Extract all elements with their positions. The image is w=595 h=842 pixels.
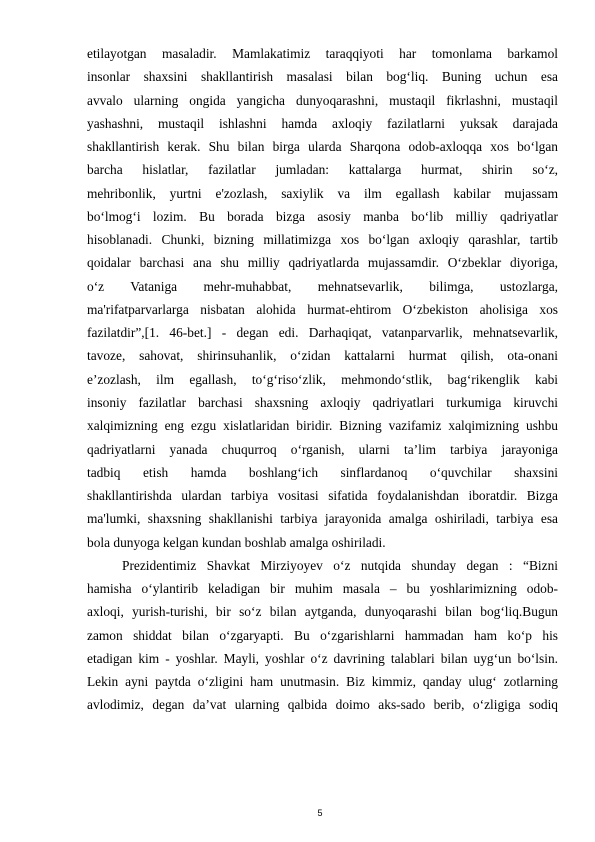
text-line: axloqi, yurish-turishi, bir so‘z bilan aytganda, dunyoqarashi bilan bog‘liq.Bugun [87,604,558,620]
text-line: e’zozlash, ilm egallash, to‘g‘riso‘zlik, mehmondo‘stlik, bag‘rikenglik kabi [87,371,558,387]
paragraph-last-line: bola dunyoga kelgan kundan boshlab amalga oshiriladi. [87,534,386,550]
text-line: bo‘lmog‘i lozim. Bu borada bizga asosiy manba bo‘lib milliy qadriyatlar [87,208,558,224]
text-line: insoniy fazilatlar barchasi shaxsning axloqiy qadriyatlari turkumiga kiruvchi [87,394,558,410]
text-line: o‘z Vataniga mehr-muhabbat, mehnatsevarlik, bilimga, ustozlarga, [87,278,558,294]
text-line: tavoze, sahovat, shirinsuhanlik, o‘zidan kattalarni hurmat qilish, ota-onani [87,348,558,364]
text-line: xalqimizning eng ezgu xislatlaridan biridir. Bizning vazifamiz xalqimizning ushbu [87,418,558,434]
page-number: 5 [317,808,323,818]
text-line: insonlar shaxsini shakllantirish masalasi bilan bog‘liq. Buning uchun esa [87,69,558,85]
text-line: fazilatdir”,[1. 46-bet.] - degan edi. Darhaqiqat, vatanparvarlik, mehnatsevarlik, [87,325,558,341]
text-line: qadriyatlarni yanada chuqurroq o‘rganish, ularni ta’lim tarbiya jarayoniga [87,441,558,457]
text-line: etadigan kim - yoshlar. Mayli, yoshlar o‘z davrining talablari bilan uyg‘un bo‘lsin. [87,650,558,666]
text-line: ma'rifatparvarlarga nisbatan alohida hurmat-ehtirom O‘zbekiston aholisiga xos [87,301,558,317]
text-line: qoidalar barchasi ana shu milliy qadriyatlarda mujassamdir. O‘zbeklar diyoriga, [87,255,558,271]
text-line: avvalo ularning ongida yangicha dunyoqarashni, mustaqil fikrlashni, mustaqil [87,92,558,108]
text-line: yashashni, mustaqil ishlashni hamda axloqiy fazilatlarni yuksak darajada [87,115,558,131]
text-line: tadbiq etish hamda boshlang‘ich sinflardanoq o‘quvchilar shaxsini [87,464,558,480]
text-line: hisoblanadi. Chunki, bizning millatimizga xos bo‘lgan axloqiy qarashlar, tartib [87,232,558,248]
text-line: etilayotgan masaladir. Mamlakatimiz taraqqiyoti har tomonlama barkamol [87,46,558,61]
text-line: zamon shiddat bilan o‘zgaryapti. Bu o‘zgarishlarni hammadan ham ko‘p his [87,627,558,643]
body-text [87,42,558,717]
paragraph-first-line: Prezidentimiz Shavkat Mirziyoyev o‘z nutqida shunday degan : “Bizni [122,557,558,573]
text-line: Lekin ayni paytda o‘zligini ham unutmasin. Biz kimmiz, qanday ulug‘ zotlarning [87,674,558,690]
text-line: shakllantirish kerak. Shu bilan birga ularda Sharqona odob-axloqqa xos bo‘lgan [87,139,558,155]
text-line: barcha hislatlar, fazilatlar jumladan: kattalarga hurmat, shirin so‘z, [87,162,558,178]
text-line: shakllantirishda ulardan tarbiya vositasi sifatida foydalanishdan iboratdir. Bizga [87,488,558,504]
text-line: mehribonlik, yurtni e'zozlash, saxiylik va ilm egallash kabilar mujassam [87,185,558,201]
text-line: avlodimiz, degan da’vat ularning qalbida doimo aks-sado berib, o‘zligiga sodiq [87,697,558,713]
text-line: ma'lumki, shaxsning shakllanishi tarbiya jarayonida amalga oshiriladi, tarbiya esa [87,511,558,527]
text-line: hamisha o‘ylantirib keladigan bir muhim masala – bu yoshlarimizning odob- [87,581,558,597]
